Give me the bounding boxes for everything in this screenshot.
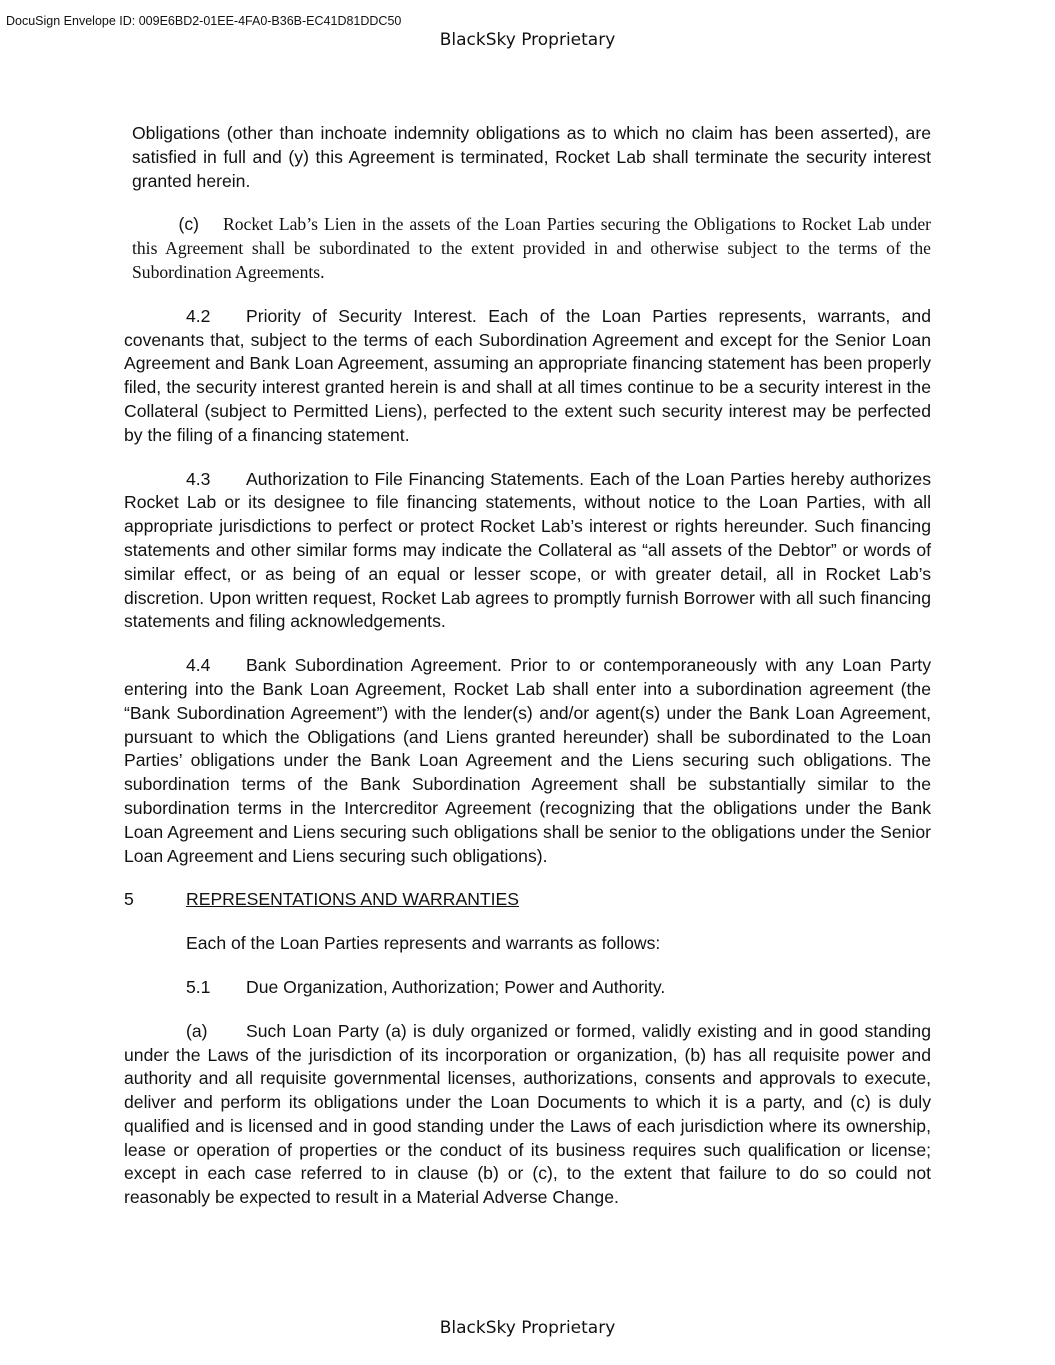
section-5-1-title: Due Organization, Authorization; Power and Authority.: [246, 976, 666, 997]
header-proprietary-label: BlackSky Proprietary: [439, 30, 616, 50]
section-5-heading: [124, 888, 931, 912]
clause-c-text: Rocket Lab’s Lien in the assets of the Loan Parties securing the Obligations to Rocket Lab under this Agreement shall be subordinated to the extent provided in and otherwise subject to the terms of the Subordination Agreements.: [132, 214, 931, 282]
section-4-2-title: Priority of Security Interest.: [246, 305, 477, 326]
section-5-intro: Each of the Loan Parties represents and warrants as follows:: [186, 933, 661, 954]
section-5-number: 5: [124, 889, 134, 910]
clause-a-text: Such Loan Party (a) is duly organized or formed, validly existing and in good standing under the Laws of the jurisdiction of its incorporation or organization, (b) has all requisite power and authority and all requisite governmental licenses, authorizations, consents and approvals to execute, deliver and perform its obligations under the Loan Documents to which it is a party, and (c) is duly qualified and is licensed and in good standing under the Laws of each jurisdiction where its ownership, lease or operation of properties or the conduct of its business requires such qualification or license; except in each case referred to in clause (b) or (c), to the extent that failure to do so could not reasonably be expected to result in a Material Adverse Change.: [124, 1020, 931, 1208]
section-5-1-number: 5.1: [186, 976, 211, 997]
docusign-envelope-id: DocuSign Envelope ID: 009E6BD2-01EE-4FA0-B36B-EC41D81DDC50: [6, 14, 402, 28]
section-4-3-text: Each of the Loan Parties hereby authorizes Rocket Lab or its designee to file financing statements, without notice to the Loan Parties, with all appropriate jurisdictions to perfect or protect Rocket Lab’s interest or rights hereunder. Such financing statements and other similar forms may indicate the Collateral as “all assets of the Debtor” or words of similar effect, or as being of an equal or lesser scope, or with greater detail, all in Rocket Lab’s discretion. Upon written request, Rocket Lab agrees to promptly furnish Borrower with all such financing statements and filing acknowledgements.: [124, 468, 931, 632]
clause-label-a: (a): [186, 1020, 208, 1041]
section-4-2-text: Each of the Loan Parties represents, warrants, and covenants that, subject to the terms of each Subordination Agreement and except for the Senior Loan Agreement and Bank Loan Agreement, assuming an appropriate financing statement has been properly filed, the security interest granted herein is and shall at all times continue to be a security interest in the Collateral (subject to Permitted Liens), perfected to the extent such security interest may be perfected by the filing of a financing statement.: [124, 305, 931, 445]
footer-proprietary-label: BlackSky Proprietary: [439, 1318, 616, 1338]
section-4-2-number: 4.2: [186, 305, 211, 326]
section-4-4: [124, 654, 931, 868]
section-4-3: [124, 468, 931, 635]
section-4-3-title: Authorization to File Financing Statements.: [246, 468, 585, 489]
section-5-1-a: [124, 1020, 931, 1210]
section-5-1-heading: [124, 976, 931, 1000]
clause-label-c: (c): [178, 214, 199, 235]
section-4-2: [124, 305, 931, 448]
document-body: [124, 122, 931, 1230]
section-5-title: REPRESENTATIONS AND WARRANTIES: [186, 889, 520, 910]
section-4-4-title: Bank Subordination Agreement.: [246, 655, 502, 676]
section-4-3-number: 4.3: [186, 468, 211, 489]
section-4-4-number: 4.4: [186, 655, 211, 676]
section-4-4-text: Prior to or contemporaneously with any Loan Party entering into the Bank Loan Agreement, Rocket Lab shall enter into a subordination agreement (the “Bank Subordination Agreement”) with the lender(s) and/or agent(s) under the Bank Loan Agreement, pursuant to which the Obligations (and Liens granted hereunder) shall be subordinated to the Loan Parties’ obligations under the Bank Loan Agreement and the Liens securing such obligations. The subordination terms of the Bank Subordination Agreement shall be substantially similar to the subordination terms in the Intercreditor Agreement (recognizing that the obligations under the Bank Loan Agreement and Liens securing such obligations shall be senior to the obligations under the Senior Loan Agreement and Liens securing such obligations).: [124, 655, 931, 866]
paragraph-continuation: Obligations (other than inchoate indemnity obligations as to which no claim has been asserted), are satisfied in full and (y) this Agreement is terminated, Rocket Lab shall terminate the security interest granted herein.: [132, 123, 931, 191]
paragraph-4-1-c: [124, 213, 931, 284]
